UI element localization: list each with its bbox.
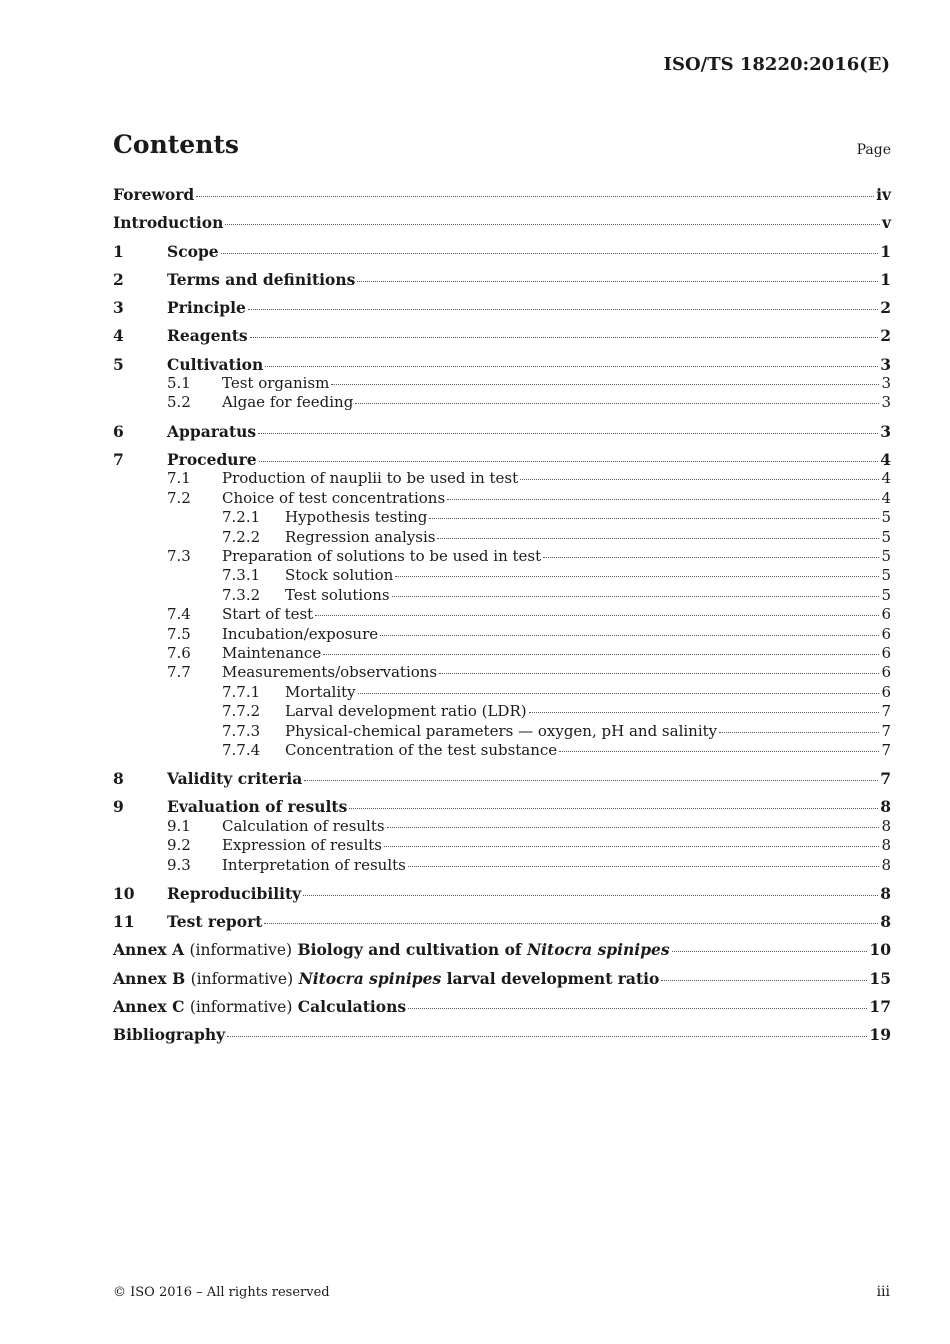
page-ref: 5	[881, 585, 891, 604]
page-ref: 1	[880, 269, 891, 289]
annex-prefix: Annex A	[113, 940, 185, 960]
section-number: 7.7.4	[222, 740, 261, 759]
toc-entry[interactable]	[113, 508, 891, 527]
page-ref: 2	[880, 298, 891, 318]
toc-entry[interactable]	[113, 185, 891, 204]
section-number: 7.2.1	[222, 508, 261, 527]
page-ref: 5	[881, 566, 891, 585]
page-ref: 3	[881, 374, 891, 393]
toc-entry[interactable]	[113, 856, 891, 875]
page-ref: 8	[881, 816, 891, 835]
section-title: Incubation/exposure	[222, 624, 379, 643]
toc-entry[interactable]	[113, 683, 891, 702]
section-number: 2	[113, 269, 124, 289]
toc-entry[interactable]	[113, 298, 891, 317]
dot-leader	[358, 692, 880, 694]
dot-leader	[248, 308, 878, 310]
toc-entry[interactable]	[113, 797, 891, 816]
section-title: Calculation of results	[222, 816, 385, 835]
toc-entry[interactable]	[113, 489, 891, 508]
section-number: 7.4	[167, 605, 191, 624]
dot-leader	[408, 865, 880, 867]
dot-leader	[559, 750, 879, 752]
page-ref: v	[881, 213, 891, 233]
dot-leader	[719, 731, 879, 733]
section-number: 7	[113, 450, 124, 470]
dot-leader	[357, 280, 878, 282]
dot-leader	[520, 478, 879, 480]
table-of-contents	[113, 185, 891, 1045]
annex-title	[113, 997, 406, 1017]
dot-leader	[392, 595, 880, 597]
section-title: Evaluation of results	[167, 797, 348, 817]
dot-leader	[447, 498, 879, 500]
section-title: Introduction	[113, 213, 224, 233]
dot-leader	[259, 460, 879, 462]
page-ref: 4	[880, 450, 891, 470]
section-title: Concentration of the test substance	[285, 740, 558, 759]
section-number: 9	[113, 797, 124, 817]
section-number: 7.2	[167, 488, 191, 507]
page-ref: 6	[881, 605, 891, 624]
section-title: Maintenance	[222, 643, 322, 662]
section-number: 9.1	[167, 816, 191, 835]
dot-leader	[315, 614, 879, 616]
document-id: ISO/TS 18220:2016(E)	[663, 54, 890, 75]
section-title: Start of test	[222, 605, 314, 624]
toc-entry[interactable]	[113, 769, 891, 788]
annex-type: (informative)	[189, 941, 293, 960]
dot-leader	[395, 575, 879, 577]
dot-leader	[323, 653, 879, 655]
page-ref: 6	[881, 682, 891, 701]
dot-leader	[303, 894, 878, 896]
dot-leader	[387, 826, 880, 828]
toc-entry[interactable]	[113, 450, 891, 469]
toc-entry[interactable]	[113, 355, 891, 374]
dot-leader	[265, 365, 878, 367]
annex-type: (informative)	[189, 998, 293, 1017]
dot-leader	[196, 195, 874, 197]
section-title: Procedure	[167, 450, 257, 470]
toc-entry[interactable]	[113, 722, 891, 741]
toc-entry-bibliography[interactable]	[113, 1025, 891, 1044]
page-ref: 5	[881, 527, 891, 546]
dot-leader	[661, 979, 867, 981]
page-ref: 3	[881, 393, 891, 412]
section-title: Preparation of solutions to be used in test	[222, 546, 542, 565]
section-title: Larval development ratio (LDR)	[285, 702, 527, 721]
section-number: 9.2	[167, 836, 191, 855]
toc-entry[interactable]	[113, 625, 891, 644]
dot-leader	[439, 672, 879, 674]
toc-entry-annex[interactable]	[113, 940, 891, 959]
annex-title	[113, 969, 659, 989]
section-title: Bibliography	[113, 1025, 226, 1045]
page-ref: 2	[880, 326, 891, 346]
section-number: 5.1	[167, 374, 191, 393]
dot-leader	[672, 950, 868, 952]
page-ref: 7	[881, 740, 891, 759]
section-title: Cultivation	[167, 354, 264, 374]
page-ref: iv	[876, 185, 891, 204]
page-ref: 4	[881, 488, 891, 507]
section-title: Foreword	[113, 185, 195, 204]
toc-entry[interactable]	[113, 270, 891, 289]
section-title: Hypothesis testing	[285, 508, 428, 527]
toc-entry[interactable]	[113, 547, 891, 566]
dot-leader	[380, 634, 879, 636]
annex-title	[113, 940, 670, 960]
section-number: 7.2.2	[222, 527, 261, 546]
section-number: 7.3.1	[222, 566, 261, 585]
section-number: 10	[113, 883, 135, 903]
section-number: 7.6	[167, 643, 191, 662]
dot-leader	[304, 779, 878, 781]
section-number: 7.7	[167, 663, 191, 682]
annex-title-text: Biology and cultivation of	[297, 940, 522, 960]
page-ref: 3	[880, 354, 891, 374]
section-title: Reagents	[167, 326, 248, 346]
toc-entry[interactable]	[113, 213, 891, 232]
dot-leader	[258, 432, 878, 434]
toc-entry[interactable]	[113, 528, 891, 547]
toc-entry-annex[interactable]	[113, 969, 891, 988]
toc-entry[interactable]	[113, 242, 891, 261]
section-title: Test report	[167, 912, 263, 932]
toc-entry[interactable]	[113, 566, 891, 585]
annex-prefix: Annex B	[113, 968, 186, 988]
page-ref: 15	[869, 968, 891, 988]
section-number: 1	[113, 241, 124, 261]
section-number: 9.3	[167, 855, 191, 874]
section-number: 5	[113, 354, 124, 374]
dot-leader	[331, 383, 879, 385]
section-title: Expression of results	[222, 836, 382, 855]
dot-leader	[437, 537, 879, 539]
page-ref: 6	[881, 624, 891, 643]
toc-entry[interactable]	[113, 912, 891, 931]
section-number: 7.7.1	[222, 682, 261, 701]
page-ref: 5	[881, 508, 891, 527]
toc-entry[interactable]	[113, 663, 891, 682]
section-title: Apparatus	[167, 421, 257, 441]
dot-leader	[543, 556, 879, 558]
annex-title-text: Calculations	[297, 997, 407, 1017]
section-number: 8	[113, 769, 124, 789]
toc-entry[interactable]	[113, 702, 891, 721]
section-number: 7.3.2	[222, 585, 261, 604]
page-ref: 4	[881, 469, 891, 488]
section-number: 7.7.3	[222, 721, 261, 740]
section-title: Test solutions	[285, 585, 390, 604]
dot-leader	[349, 807, 878, 809]
toc-entry[interactable]	[113, 884, 891, 903]
toc-entry[interactable]	[113, 644, 891, 663]
section-title: Terms and definitions	[167, 269, 356, 289]
page-ref: 1	[880, 241, 891, 261]
section-title: Measurements/observations	[222, 663, 438, 682]
copyright-notice: © ISO 2016 – All rights reserved	[113, 1285, 330, 1300]
toc-entry[interactable]	[113, 836, 891, 855]
dot-leader	[529, 711, 880, 713]
dot-leader	[227, 1035, 867, 1037]
dot-leader	[355, 402, 879, 404]
dot-leader	[264, 922, 878, 924]
annex-title-italic: Nitocra spinipes	[298, 968, 442, 988]
toc-entry[interactable]	[113, 469, 891, 488]
page-column-label: Page	[856, 142, 891, 158]
toc-entry[interactable]	[113, 393, 891, 412]
dot-leader	[250, 336, 879, 338]
dot-leader	[384, 845, 879, 847]
section-title: Physical-chemical parameters — oxygen, pH and salinity	[285, 721, 718, 740]
section-title: Principle	[167, 298, 246, 318]
section-number: 7.1	[167, 469, 191, 488]
section-title: Validity criteria	[167, 769, 303, 789]
page-ref: 8	[881, 836, 891, 855]
toc-entry[interactable]	[113, 605, 891, 624]
section-number: 11	[113, 912, 135, 932]
section-title: Choice of test concentrations	[222, 488, 446, 507]
section-title: Mortality	[285, 682, 356, 701]
annex-prefix: Annex C	[113, 997, 185, 1017]
dot-leader	[225, 223, 880, 225]
section-title: Interpretation of results	[222, 855, 406, 874]
page-ref: 7	[880, 769, 891, 789]
page-ref: 5	[881, 546, 891, 565]
toc-entry[interactable]	[113, 326, 891, 345]
dot-leader	[429, 517, 879, 519]
toc-entry-annex[interactable]	[113, 997, 891, 1016]
toc-entry[interactable]	[113, 741, 891, 760]
section-title: Algae for feeding	[222, 393, 354, 412]
section-number: 7.7.2	[222, 702, 261, 721]
page-ref: 8	[880, 883, 891, 903]
section-number: 5.2	[167, 393, 191, 412]
dot-leader	[221, 252, 879, 254]
page-ref: 6	[881, 663, 891, 682]
page-ref: 7	[881, 702, 891, 721]
page-ref: 8	[880, 797, 891, 817]
page-title: Contents	[113, 130, 240, 159]
toc-entry[interactable]	[113, 422, 891, 441]
section-number: 4	[113, 326, 124, 346]
toc-entry[interactable]	[113, 374, 891, 393]
toc-entry[interactable]	[113, 817, 891, 836]
section-number: 6	[113, 421, 124, 441]
page-ref: 8	[880, 912, 891, 932]
page-ref: 19	[869, 1025, 891, 1045]
section-number: 7.3	[167, 546, 191, 565]
section-title: Scope	[167, 241, 219, 261]
page-ref: 3	[880, 421, 891, 441]
section-title: Production of nauplii to be used in test	[222, 469, 519, 488]
section-number: 3	[113, 298, 124, 318]
dot-leader	[408, 1007, 867, 1009]
page-ref: 10	[869, 940, 891, 960]
annex-title-italic: Nitocra spinipes	[526, 940, 670, 960]
section-number: 7.5	[167, 624, 191, 643]
annex-type: (informative)	[190, 969, 294, 988]
page-ref: 17	[869, 997, 891, 1017]
annex-title-text: larval development ratio	[446, 968, 660, 988]
page-ref: 8	[881, 855, 891, 874]
page-number: iii	[876, 1284, 890, 1300]
section-title: Test organism	[222, 374, 330, 393]
page-ref: 6	[881, 643, 891, 662]
section-title: Stock solution	[285, 566, 394, 585]
section-title: Reproducibility	[167, 883, 302, 903]
toc-entry[interactable]	[113, 586, 891, 605]
page-ref: 7	[881, 721, 891, 740]
section-title: Regression analysis	[285, 527, 436, 546]
